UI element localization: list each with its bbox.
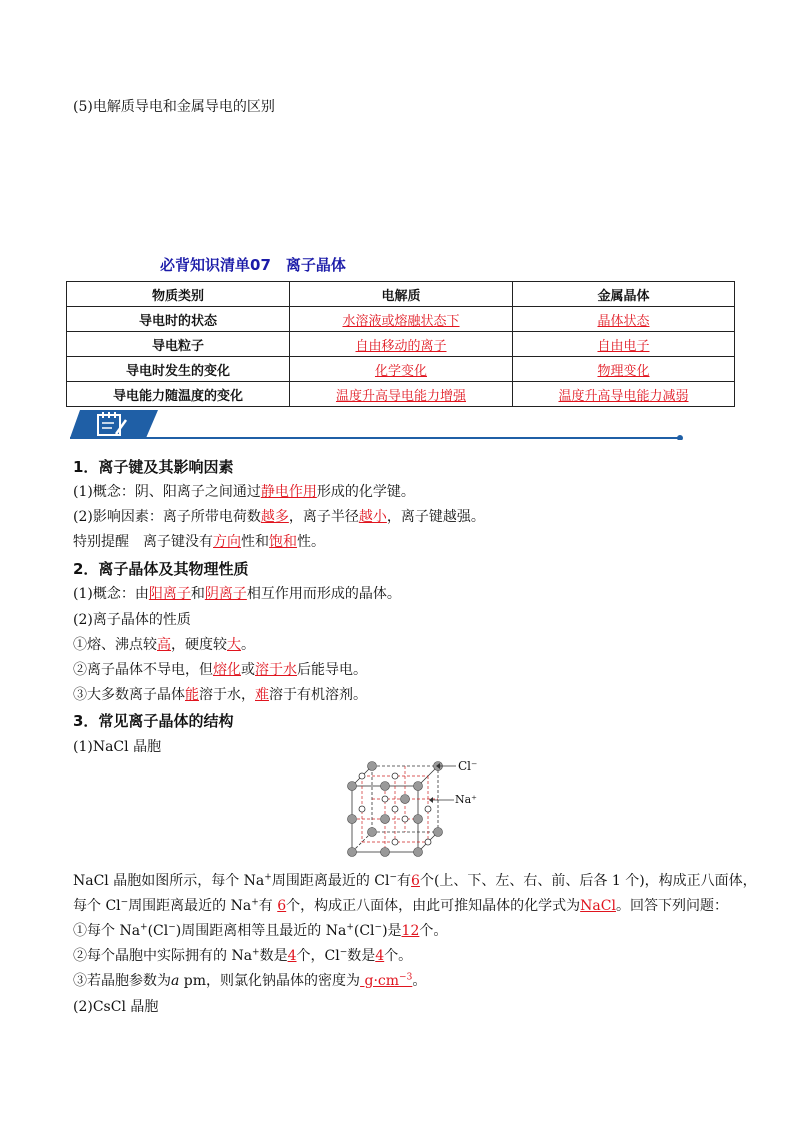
- intro-line: (5)电解质导电和金属导电的区别: [73, 99, 275, 115]
- table-row: [67, 357, 735, 382]
- paragraph: (1)概念：阴、阳离子之间通过静电作用形成的化学键。: [73, 484, 415, 500]
- section-heading: 3．常见离子晶体的结构: [73, 712, 234, 730]
- table-header-cell: 电解质: [290, 282, 513, 307]
- table-row-header: 导电能力随温度的变化: [67, 382, 290, 407]
- section-heading: 1．离子键及其影响因素: [73, 458, 234, 476]
- table-cell: 温度升高导电能力减弱: [558, 388, 689, 404]
- figure-label-cl: Cl⁻: [458, 759, 478, 773]
- table-header-row: [67, 282, 735, 307]
- table-cell: 晶体状态: [597, 313, 650, 329]
- paragraph: ③若晶胞参数为a pm，则氯化钠晶体的密度为 $g\cdot cm^{-3}$。: [73, 972, 427, 989]
- paragraph: ②离子晶体不导电，但熔化或溶于水后能导电。: [73, 662, 367, 678]
- table-row: [67, 382, 735, 407]
- table-cell: 水溶液或熔融状态下: [342, 313, 460, 329]
- paragraph: 特别提醒 离子键没有方向性和饱和性。: [73, 534, 325, 550]
- table-row-header: 导电粒子: [67, 332, 290, 357]
- table-row-header: 导电时的状态: [67, 307, 290, 332]
- table-cell: 自由移动的离子: [355, 338, 447, 354]
- table-row: [67, 307, 735, 332]
- section-title: 必背知识清单07 离子晶体: [160, 256, 346, 274]
- paragraph: 每个 Cl−周围距离最近的 Na+有 6个，构成正八面体，由此可推知晶体的化学式为NaCl。回答下列问题：: [73, 897, 728, 914]
- figure-label-na: Na⁺: [455, 793, 477, 806]
- paragraph: ①熔、沸点较高，硬度较大。: [73, 637, 255, 653]
- paragraph: (2)离子晶体的性质: [73, 612, 191, 628]
- table-cell: 化学变化: [374, 363, 427, 379]
- table-row-header: 导电时发生的变化: [67, 357, 290, 382]
- section-heading: 2．离子晶体及其物理性质: [73, 560, 249, 578]
- table-row: [67, 332, 735, 357]
- paragraph: (2)影响因素：离子所带电荷数越多，离子半径越小，离子键越强。: [73, 509, 485, 525]
- table-cell: 物理变化: [597, 363, 650, 379]
- paragraph: (2)CsCl 晶胞: [73, 999, 159, 1015]
- comparison-table: [66, 281, 735, 407]
- table-header-cell: 金属晶体: [513, 282, 735, 307]
- paragraph: NaCl 晶胞如图所示，每个 Na+周围距离最近的 Cl−有6个(上、下、左、右、前、后各 1 个)，构成正八面体，: [73, 872, 757, 889]
- paragraph: (1)NaCl 晶胞: [73, 739, 162, 755]
- paragraph: ③大多数离子晶体能溶于水，难溶于有机溶剂。: [73, 687, 367, 703]
- table-header-cell: 物质类别: [67, 282, 290, 307]
- table-cell: 温度升高导电能力增强: [335, 388, 466, 404]
- banner-decoration: [66, 404, 686, 440]
- paragraph: (1)概念：由阳离子和阴离子相互作用而形成的晶体。: [73, 586, 401, 602]
- nacl-unit-cell-figure: [330, 758, 470, 858]
- paragraph: ②每个晶胞中实际拥有的 Na+数是4个，Cl−数是4个。: [73, 947, 413, 964]
- paragraph: ①每个 Na+(Cl−)周围距离相等且最近的 Na+(Cl−)是12个。: [73, 922, 448, 939]
- table-cell: 自由电子: [597, 338, 650, 354]
